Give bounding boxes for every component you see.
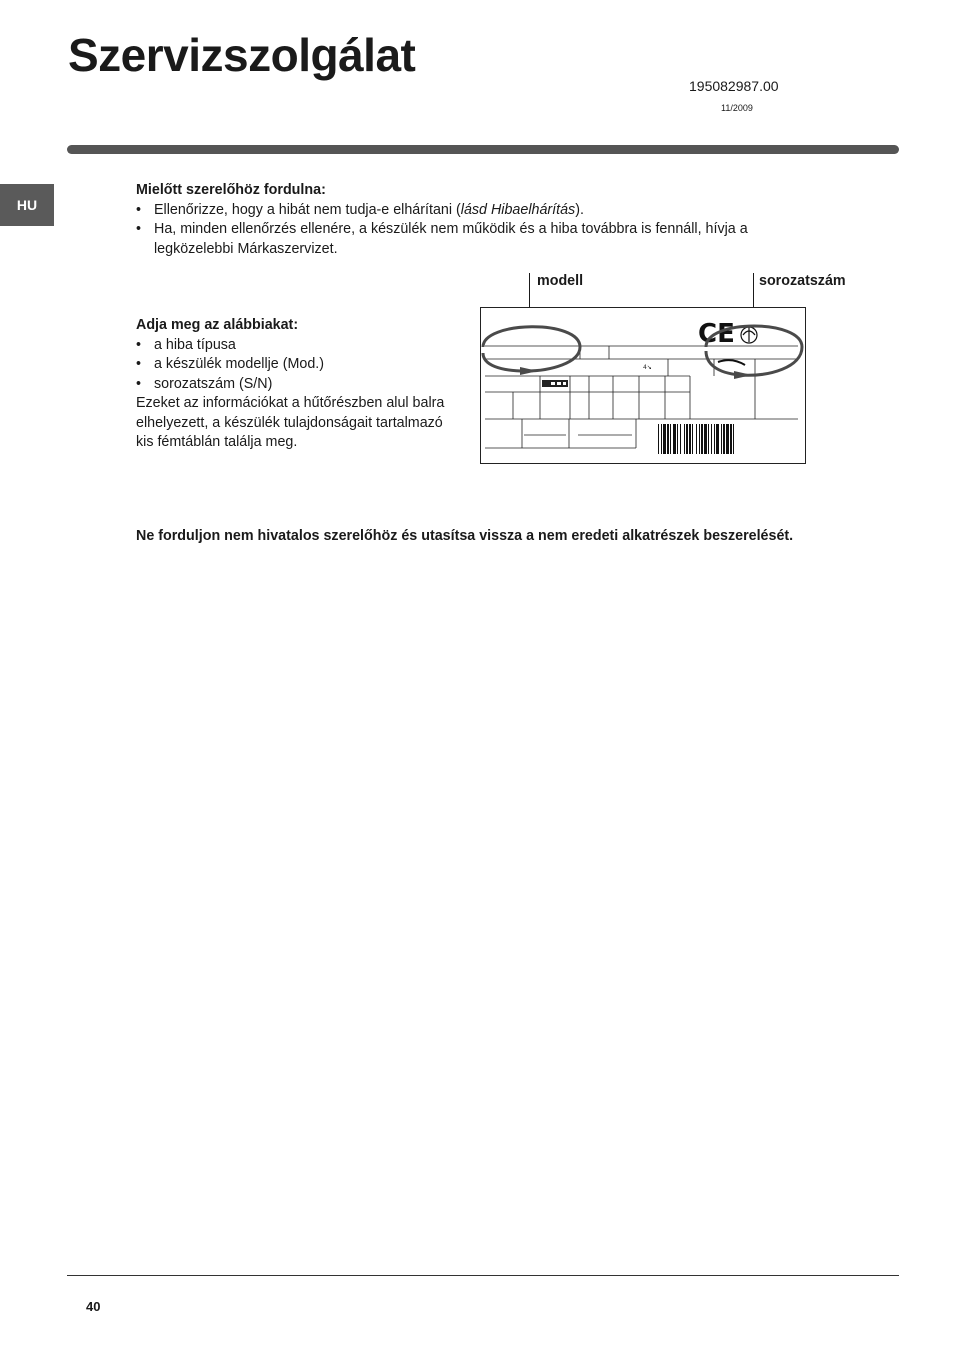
barcode-bar bbox=[730, 424, 732, 454]
model-text: a készülék modellje (Mod.) bbox=[154, 356, 325, 372]
before-service-list bbox=[136, 201, 816, 260]
barcode-bar bbox=[667, 424, 669, 454]
barcode-bar bbox=[689, 424, 691, 454]
barcode-bar bbox=[686, 424, 688, 454]
fault-type-text: a hiba típusa bbox=[154, 336, 236, 353]
document-code: 195082987.00 bbox=[689, 78, 779, 94]
list-item bbox=[136, 375, 456, 395]
barcode-bar bbox=[692, 424, 693, 454]
barcode-bar bbox=[714, 424, 715, 454]
barcode-bar bbox=[673, 424, 676, 454]
barcode-bar bbox=[663, 424, 666, 454]
barcode-bar bbox=[704, 424, 707, 454]
barcode-bar bbox=[699, 424, 700, 454]
warning-notice: Ne forduljon nem hivatalos szerelőhöz és utasítsa vissza a nem eredeti alkatrészek beszerelését. bbox=[136, 528, 794, 544]
header-divider bbox=[67, 145, 899, 154]
provide-info-section bbox=[136, 316, 456, 453]
bullet: • bbox=[136, 356, 142, 372]
barcode-bar bbox=[733, 424, 734, 454]
barcode-bar bbox=[658, 424, 659, 454]
language-tab: HU bbox=[0, 184, 54, 226]
barcode-bar bbox=[677, 424, 678, 454]
bullet: • bbox=[136, 336, 142, 353]
provide-info-list bbox=[136, 336, 456, 395]
page-number: 40 bbox=[86, 1299, 101, 1314]
bullet: • bbox=[136, 375, 142, 392]
climate-class-icon: 4↘ bbox=[643, 364, 652, 371]
check-fault-text: Ellenőrizze, hogy a hibát nem tudja-e elhárítani ( bbox=[154, 201, 461, 218]
barcode-bar bbox=[711, 424, 712, 454]
model-callout-label: modell bbox=[537, 273, 584, 289]
barcode-bar bbox=[726, 424, 729, 454]
barcode-bar bbox=[680, 424, 681, 454]
rating-plate-location-text: Ezeket az információkat a hűtőrészben alul balra elhelyezett, a készülék tulajdonságait tartalmazó kis fémtáblán találja meg. bbox=[136, 395, 445, 450]
bullet: • bbox=[136, 201, 142, 218]
list-item bbox=[136, 355, 456, 375]
before-service-heading: Mielőtt szerelőhöz fordulna: bbox=[136, 182, 326, 198]
barcode-bar bbox=[708, 424, 709, 454]
list-item bbox=[136, 336, 456, 356]
serial-number-text: sorozatszám (S/N) bbox=[154, 375, 273, 392]
barcode-bar bbox=[721, 424, 722, 454]
before-service-section bbox=[136, 181, 816, 259]
check-fault-text-end: ). bbox=[575, 201, 584, 218]
barcode-bar bbox=[701, 424, 703, 454]
document-date: 11/2009 bbox=[721, 103, 753, 113]
list-item bbox=[136, 220, 816, 259]
call-service-text: Ha, minden ellenőrzés ellenére, a készülék nem működik és a hiba továbbra is fennáll, hívja a legközelebbi Márkaszervizet. bbox=[154, 221, 748, 257]
provide-info-heading: Adja meg az alábbiakat: bbox=[136, 317, 299, 333]
list-item bbox=[136, 201, 816, 221]
barcode-bar bbox=[661, 424, 662, 454]
bullet: • bbox=[136, 221, 142, 237]
page-title: Szervizszolgálat bbox=[68, 29, 416, 81]
barcode-bar bbox=[716, 424, 719, 454]
barcode-icon bbox=[655, 422, 800, 456]
barcode-bar bbox=[696, 424, 697, 454]
footer-divider bbox=[67, 1275, 899, 1276]
recycling-symbol-icon bbox=[741, 327, 757, 343]
serial-callout-label: sorozatszám bbox=[759, 273, 846, 289]
ce-mark-icon: CE bbox=[698, 319, 735, 349]
star-rating-icon bbox=[542, 380, 568, 387]
barcode-bar bbox=[684, 424, 685, 454]
rating-plate-illustration bbox=[480, 307, 806, 464]
barcode-bar bbox=[670, 424, 671, 454]
troubleshooting-reference: lásd Hibaelhárítás bbox=[460, 201, 576, 218]
barcode-bar bbox=[723, 424, 725, 454]
